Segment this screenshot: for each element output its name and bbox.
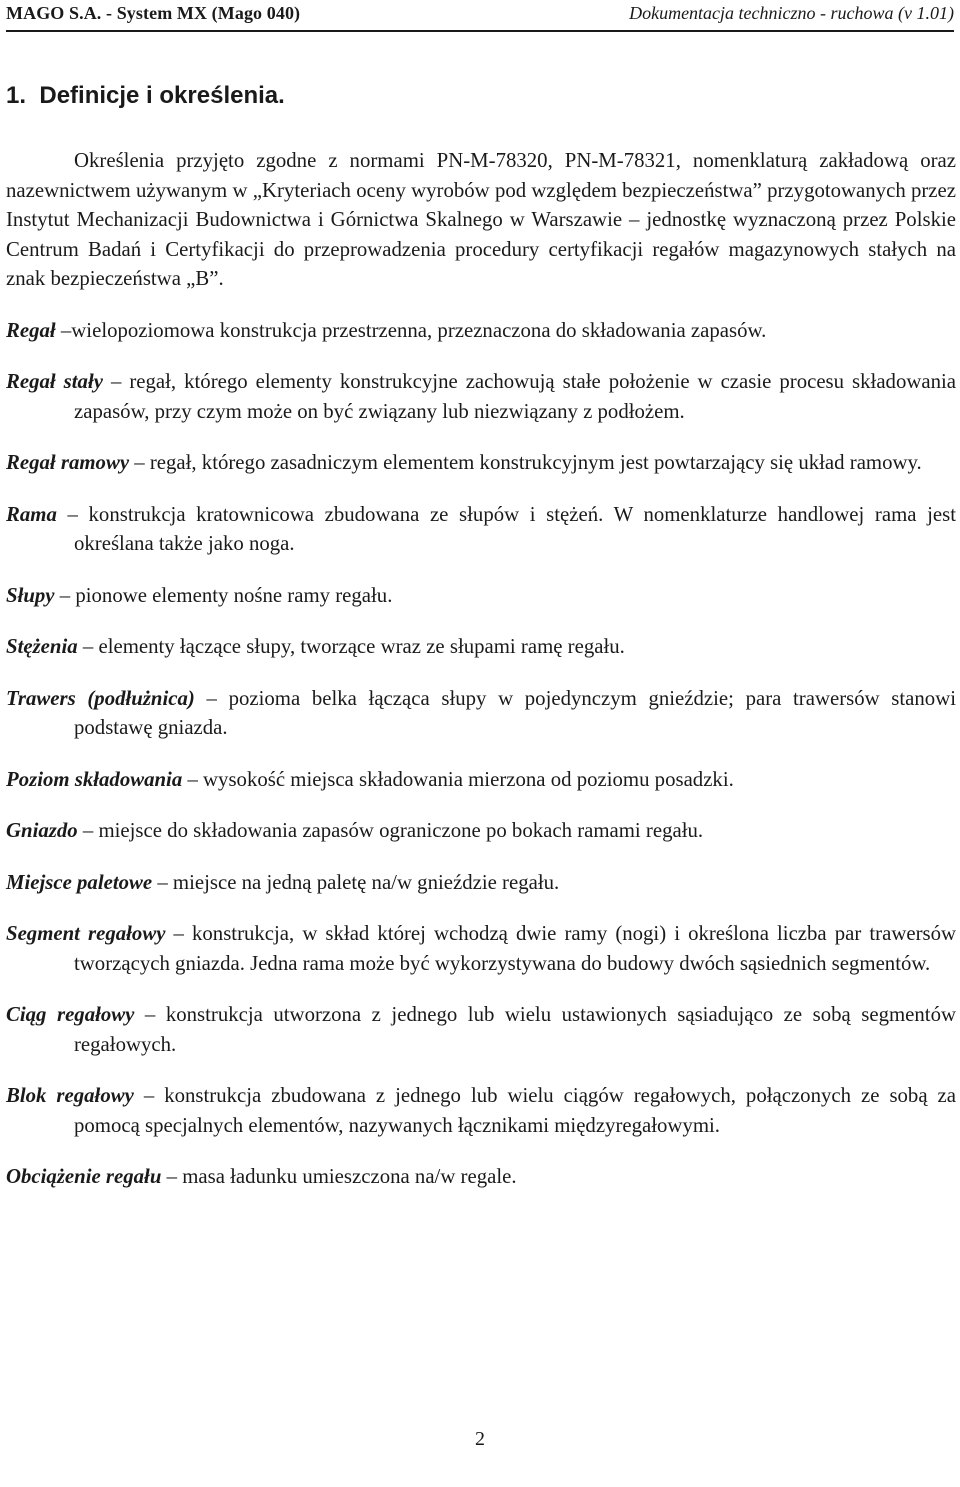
- intro-paragraph: Określenia przyjęto zgodne z normami PN-M-78320, PN-M-78321, nomenklaturą zakładową oraz nazewnictwem używanym w „Kryteriach oceny wyrobów pod względem bezpieczeństwa” przygotowanych przez Instytut Mechanizacji Budownictwa i Górnictwa Skalnego w Warszawie – jednostkę wyznaczoną przez Polskie Centrum Badań i Certyfikacji do przeprowadzenia procedury certyfikacji regałów magazynowych stałych na znak bezpieczeństwa „B”.: [6, 149, 956, 290]
- definition-item: [6, 816, 956, 846]
- document-body: [6, 146, 956, 1214]
- definition-term: Obciążenie regału: [6, 1165, 162, 1188]
- section-title: Definicje i określenia.: [39, 82, 285, 109]
- section-heading: [6, 82, 285, 110]
- definition-term: Regał: [6, 318, 56, 342]
- definition-item: [6, 448, 956, 478]
- definition-term: Gniazdo: [6, 819, 78, 842]
- definition-text: – wysokość miejsca składowania mierzona od poziomu posadzki.: [187, 767, 734, 791]
- definition-text: – konstrukcja, w skład której wchodzą dwie ramy (nogi) i określona liczba par trawersów tworzących gniazda. Jedna rama może być wykorzystywana do budowy dwóch sąsiednich segmentów.: [74, 922, 957, 975]
- definition-text: – konstrukcja kratownicowa zbudowana ze słupów i stężeń. W nomenklaturze handlowej rama jest określana także jako noga.: [67, 502, 956, 555]
- definition-item: [6, 868, 956, 898]
- definition-item: [6, 500, 956, 559]
- definition-term: Trawers (podłużnica): [6, 686, 195, 710]
- definition-item: [6, 581, 956, 611]
- header-company: MAGO S.A. - System MX (Mago 040): [6, 3, 301, 23]
- header-doc-title: Dokumentacja techniczno - ruchowa (v 1.01): [629, 3, 954, 23]
- definition-term: Rama: [6, 502, 57, 526]
- definition-term: Miejsce paletowe: [6, 870, 153, 894]
- definition-item: [6, 1000, 956, 1059]
- definition-term: Segment regałowy: [6, 922, 166, 945]
- definition-item: [6, 684, 956, 743]
- definition-text: – konstrukcja utworzona z jednego lub wielu ustawionych sąsiadująco ze sobą segmentów regałowych.: [74, 1003, 957, 1056]
- definition-item: [6, 316, 956, 346]
- definition-text: – elementy łączące słupy, tworzące wraz ze słupami ramę regału.: [82, 635, 625, 658]
- definition-text: – regał, którego zasadniczym elementem konstrukcyjnym jest powtarzający się układ ramowy.: [134, 451, 922, 474]
- definition-item: [6, 632, 956, 662]
- definition-text: – pozioma belka łącząca słupy w pojedynczym gnieździe; para trawersów stanowi podstawę gniazda.: [74, 686, 957, 739]
- definition-term: Poziom składowania: [6, 767, 183, 791]
- definition-item: [6, 367, 956, 426]
- definition-term: Słupy: [6, 583, 55, 607]
- definition-text: – miejsce na jedną paletę na/w gnieździe regału.: [157, 870, 560, 894]
- definition-term: Blok regałowy: [6, 1084, 134, 1107]
- definition-item: [6, 919, 956, 978]
- page-number: 2: [475, 1428, 485, 1450]
- section-number: 1.: [6, 82, 27, 109]
- definition-text: – konstrukcja zbudowana z jednego lub wielu ciągów regałowych, połączonych ze sobą za pomocą specjalnych elementów, nazywanych łącznikami międzyregałowymi.: [74, 1084, 957, 1137]
- definition-item: [6, 765, 956, 795]
- definition-term: Ciąg regałowy: [6, 1003, 135, 1026]
- definition-term: Regał ramowy: [6, 451, 130, 474]
- definition-term: Regał stały: [6, 370, 103, 393]
- page-header: [6, 0, 954, 32]
- definition-term: Stężenia: [6, 635, 78, 658]
- definition-text: – masa ładunku umieszczona na/w regale.: [166, 1165, 517, 1188]
- definition-item: [6, 1081, 956, 1140]
- definition-text: – miejsce do składowania zapasów ograniczone po bokach ramami regału.: [82, 819, 704, 842]
- definition-text: – pionowe elementy nośne ramy regału.: [59, 583, 393, 607]
- definition-text: –wielopoziomowa konstrukcja przestrzenna, przeznaczona do składowania zapasów.: [60, 318, 767, 342]
- definition-text: – regał, którego elementy konstrukcyjne zachowują stałe położenie w czasie procesu składowania zapasów, przy czym może on być związany lub niezwiązany z podłożem.: [74, 370, 956, 423]
- definition-item: [6, 1162, 956, 1192]
